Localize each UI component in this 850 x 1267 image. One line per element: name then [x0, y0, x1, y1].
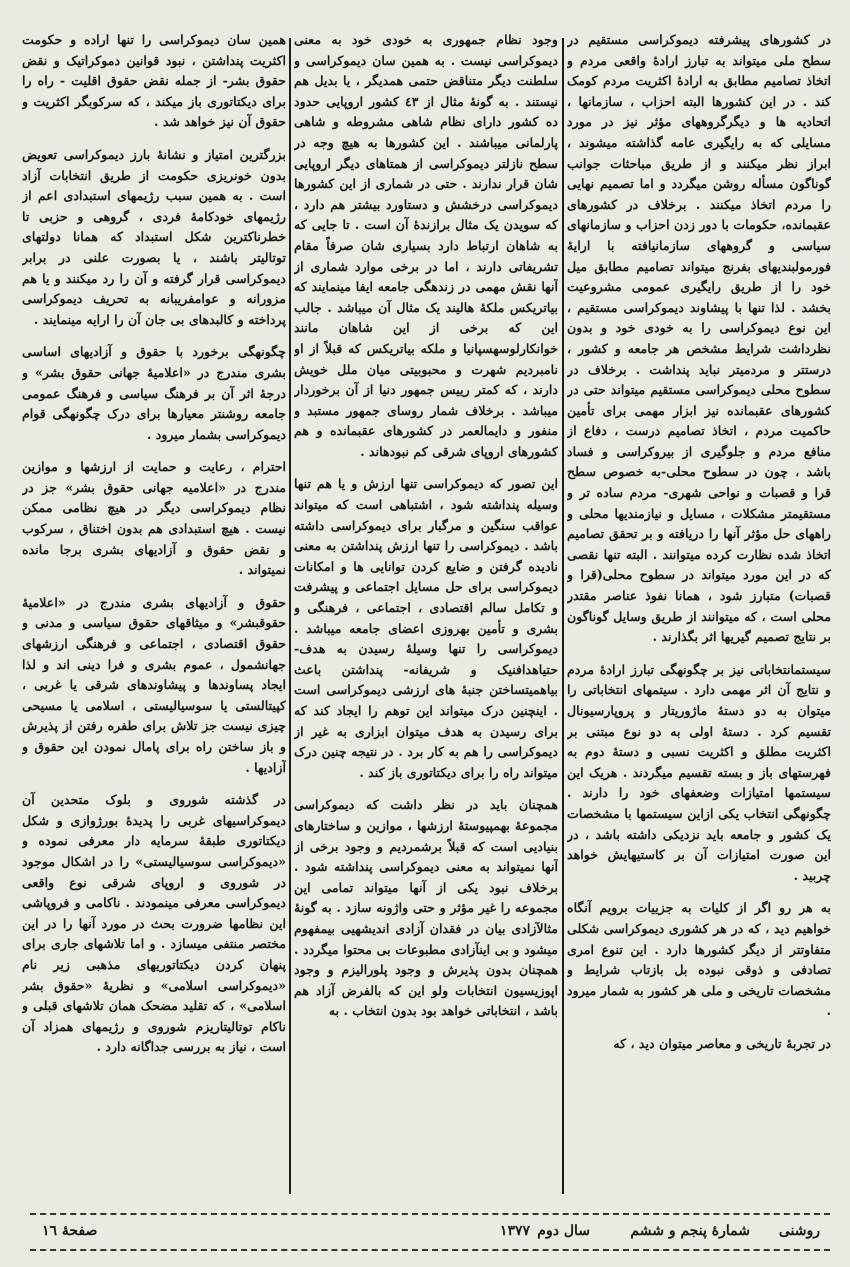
paragraph: بزرگترین امتیاز و نشانهٔ بارز دیموکراسی تعویض بدون خونریزی حکومت از طریق انتخابات آزاد است . به همین سبب رژیمهای استبدادی اعم از رژیمهای خودکامهٔ فردی ، گروهی و حزبی تا خطرناکترین شکل استبداد که همانا دولتهای توتالیتر باشند ، یا بصورت علنی در برابر دیموکراسی قرار گرفته و آن را رد میکنند و یا هم مزورانه و عوامفریبانه به تحریف دیموکراسی پرداخته و کالبدهای بی جان آن را ارایه مینمایند . [22, 146, 286, 327]
paragraph: در تجربهٔ تاریخی و معاصر میتوان دید ، که [613, 1035, 831, 1051]
volume-year: سال دوم [537, 1223, 590, 1239]
page-footer [30, 1213, 830, 1251]
page-number: صفحهٔ ۱٦ [42, 1223, 98, 1239]
paragraph: همچنان باید در نظر داشت که دیموکراسی مجموعهٔ بهمپیوستهٔ ارزشها ، موازین و ساختارهای بنیادیی است که قبلاً برشمردیم و وجود برخی از آنها نمیتواند به معنی دیموکراسی پنداشته شود . برخلاف نبود یکی از آنها میتواند تمامی این مجموعه را غیر مؤثر و حتی واژونه سازد . به گونهٔ مثالآزادی بیان در فقدان آزادی اندیشهیی بیمفهوم میشود و بی اینآزادی مطبوعات بی محتوا میگردد . همچنان بدون پذیرش و وجود پلورالیزم و وجود اپوزیسیون انتخابات ولو این که بالفرض آزاد هم باشد ، انتخاباتی خواهد بود بدون انتخاب . به [294, 797, 558, 1019]
column-middle [294, 30, 558, 1210]
paragraph: حقوق و آزادیهای بشری مندرج در «اعلامیهٔ حقوقبشر» و میثاقهای حقوق سیاسی و مدنی و حقوق اقتصادی ، اجتماعی و فرهنگی ارزشهای جهانشمول ، عموم بشری و فرا دینی اند و لذا ایجاد پساوندها و پیشاوندهای شرقی یا غربی ، کپیتالستی یا سوسیالیستی ، اسلامی یا مسیحی چیزی نیست جز تلاش برای طفره رفتن از پذیرش و باز ساختن راه برای پامال نمودن این حقوق و آزادیها . [22, 594, 286, 775]
issue-number: شمارهٔ پنجم و ششم [630, 1223, 750, 1239]
paragraph: احترام ، رعایت و حمایت از ارزشها و موازین مندرج در «اعلامیه جهانی حقوق بشر» جز در نظام دیموکراسی دیگر در هیچ نظامی ممکن نیست . هیچ استبدادی هم بدون اختناق ، سرکوب و نقض حقوق و آزادیهای بشری برجا مانده نمیتواند . [22, 459, 286, 578]
column-left [22, 30, 286, 1210]
paragraph: در گذشته شوروی و بلوک متحدین آن دیموکراسیهای غربی را پدیدهٔ بورژوازی و شکل دیکتاتوری طبقهٔ سرمایه دار معرفی نموده و «دیموکراسی سوسیالیستی» را در اشکال موجود در شوروی و اروپای شرقی نوع واقعی دیموکراسی معرفی مینمودند . ناکامی و فروپاشی این نظامها ضرورت بحث در مورد آنها را در این مختصر منتفی میسازد . و اما تلاشهای جاری برای پنهان کردن دیکتاتوریهای مذهبی زیر نام «دیموکراسی اسلامی» و نظریهٔ «حقوق بشر اسلامی» ، که تقلید مضحک همان تلاشهای قبلی و ناکام توتالیتاریزم شوروی و رژیمهای همزاد آن است ، نیاز به بررسی جداگانه دارد . [22, 792, 286, 1055]
paragraph: به هر رو اگر از کلیات به جزییات برویم آنگاه خواهیم دید ، که در هر کشوری دیموکراسی شکلی متفاوتتر از دیگر کشورها دارد . این تنوع امری تصادفی و ذوقی نبوده بل بازتاب شرایط و مشخصات تاریخی و ملی هر کشور به شمار میرود . [567, 900, 831, 1019]
paragraph: وجود نظام جمهوری به خودی خود به معنی دیموکراسی نیست . به همین سان دیموکراسی و سلطنت دیگر متناقض حتمی همدیگر ، یا بدیل هم نیستند . به گونهٔ مثال از ٤٣ کشور اروپایی حدود ده کشور دارای نظام شاهی مشروطه و شاهی پارلمانی میباشند . این کشورها به هیچ وجه در سطح نازلتر دیموکراسی از همتاهای دیگر اروپایی شان قرار ندارند . حتی در شماری از این کشورها دیموکراسی درخشش و دستاورد بیشتر هم دارد ، که سویدن یک مثال برازندهٔ آن است . تا جایی که به شاهان ارتباط دارد بسیاری شان صرفاً مقام تشریفاتی دارند ، اما در برخی موارد شماری از آنها نقش مهمی در زندهگی جامعه ایفا مینمایند که بیاتریکس ملکهٔ هالیند یک مثال آن میباشد . جالب این که برخی از این شاهان مانند خوانکارلوسهسپانیا و ملکه بیاتریکس که قبلاً از او نامبردیم شهرت و محبوبیتی میان ملل خویش دارند ، که کمتر رییس جمهور دنیا از آن برخوردار میباشد . برخلاف شمار روسای جمهور مستبد و منفور و دایمالعمر در کشورهای عقبمانده و هم کشورهای اروپای شرقی کم نبودهاند . [294, 32, 558, 459]
column-right [567, 30, 831, 1210]
paragraph: این تصور که دیموکراسی تنها ارزش و یا هم تنها وسیله پنداشته شود ، اشتباهی است که میتواند عواقب سنگین و مرگبار برای دیموکراسی داشته باشد . دیموکراسی را تنها ارزش پنداشتن به معنی نادیده گرفتن و ضایع کردن توانایی ها و امکانات دیموکراسی برای حل مسایل اجتماعی و پیشرفت و تکامل سالم اقتصادی ، اجتماعی ، فرهنگی و بشری و تأمین بهروزی اعضای جامعه میباشد . دیموکراسی را تنها وسیلهٔ رسیدن به هدف-حتیاهدافنیک و شریفانه- پنداشتن باعث بیاهمیتساختن جنبهٔ های ارزشی دیموکراسی است . اینچنین درک میتواند این توهم را ایجاد کند که برای رسیدن به هدف میتوان ابزاری به غیر از دیموکراسی را هم به کار برد . در نتیجه چنین درک میتواند راه را برای دیکتاتوری باز کند . [294, 476, 558, 780]
column-divider [289, 38, 291, 1194]
paragraph: سیستمانتخاباتی نیز بر چگونهگی تبارز ارادهٔ مردم و نتایج آن اثر مهمی دارد . سیتمهای انتخاباتی را میتوان به دو دستهٔ ماژوریتار و پروپارسیونال تقسیم کرد . دستهٔ اولی به دو نوع مبتنی بر اکثریت مطلق و اکثریت نسبی و دستهٔ دوم به فهرستهای باز و بسته تقسیم میگردند . هریک این سیستمها امتیازات وضعفهای خود را دارند . چگونهگی انتخاب یکی ازاین سیستمها با مشخصات یک کشور و جامعه باید نزدیکی داشته باشد ، در این صورت امتیازات آن بر کاستیهایش خواهد چربید . [567, 661, 831, 883]
publication-year: ۱۳۷۷ [499, 1223, 530, 1239]
journal-name: روشنی [778, 1223, 820, 1239]
paragraph: همین سان دیموکراسی را تنها اراده و حکومت اکثریت پنداشتن ، نبود قوانین دموکراتیک و نقض حقوق بشر- از جمله نقض حقوق اقلیت - راه را برای دیکتاتوری باز میکند ، که سرکوبگر اکثریت و حقوق آن نیز خواهد شد . [22, 32, 286, 130]
paragraph: در کشورهای پیشرفته دیموکراسی مستقیم در سطح ملی میتواند به تبارز ارادهٔ واقعی مردم و اتخاذ تصامیم مطابق به ارادهٔ اکثریت مردم کومک کند . در این کشورها البته احزاب ، سازمانها ، اتحادیه ها و دیگرگروههای مؤثر نیز در مورد مسایلی که به رایگیری عامه گذاشته میشوند ، ابراز نظر میکنند و از طریق مباحثات جوانب گوناگون مسأله روشن میگردد و اما تصمیم نهایی را مردم اتخاذ میکنند . برخلاف در کشورهای عقبمانده، حکومات با دور زدن احزاب و سازمانهای سیاسی و گروههای سازمانیافته با ارایهٔ فورمولبندیهای بفرنج میتواند تصامیم مطابق میل خود را از طریق رایگیری عمومی مشروعیت بخشد . لذا تنها با پیشاوند دیموکراسی مستقیم ، این نوع دیموکراسی را به خودی خود و بدون نظرداشت شرایط مشخص هر جامعه و کشور ، درستتر و مردمیتر نباید پنداشت . برخلاف در سطوح محلی دیموکراسی مستقیم میتواند حتی در کشورهای عقبمانده نیز ابزار مهمی برای تأمین حاکمیت مردم ، اتخاذ تصامیم درست ، دفاع از منافع مردم و جلوگیری از بیروکراسی و فساد باشد ، چون در سطوح محلی-به خصوص سطح قرا و قصبات و نواحی شهری- مردم ساده تر و مستقیمتر مشکلات ، مسایل و نیازمندیها محلی و راههای حل مؤثر آنها را دریافته و بر تحقق تصامیم اتخاذ شده نظارت کرده میتوانند . البته تنها نقصی که در این مورد میتواند در سطوح محلی(قرا و قصبات) متبارز شود ، همانا نفوذ عناصر مقتدر محلی است ، که میتوانند از طریق وسایل گوناگون بر نتایج تصمیم گیریها اثر بگذارند . [567, 32, 831, 645]
paragraph: چگونهگی برخورد با حقوق و آزادیهای اساسی بشری مندرج در «اعلامیهٔ جهانی حقوق بشر» و درجهٔ اثر آن بر فرهنگ سیاسی و فرهنگ عمومی جامعه روشنتر معیارها برای درک چگونهگی قوام دیموکراسی بشمار میرود . [22, 344, 286, 442]
column-divider [562, 38, 564, 1194]
